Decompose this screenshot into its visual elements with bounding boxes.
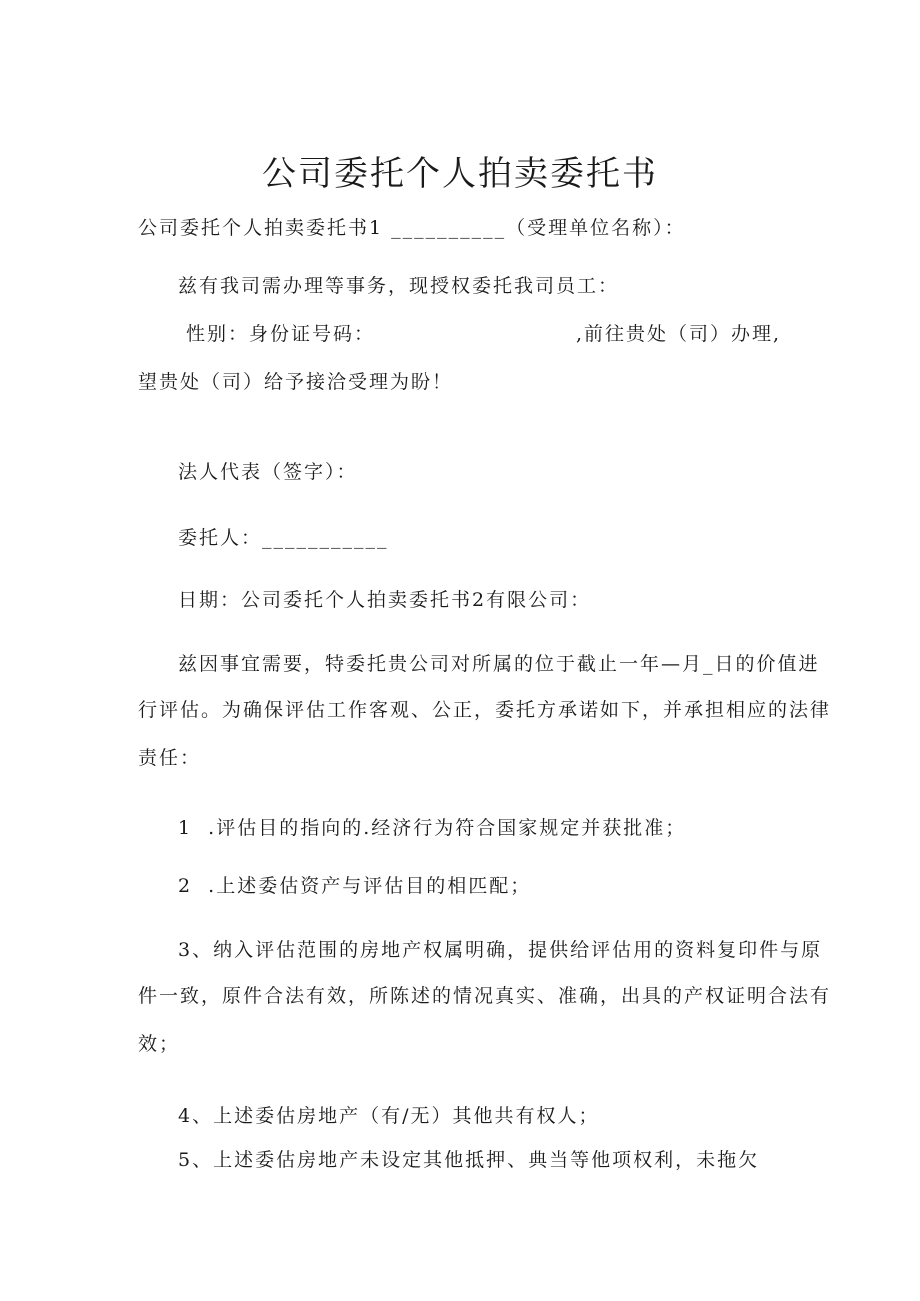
clause-3-line-1: 3、纳入评估范围的房地产权属明确，提供给评估用的资料复印件与原	[178, 939, 823, 961]
entrusted-person-line: 委托人：___________	[178, 527, 389, 549]
clause-3-line-3: 效；	[138, 1033, 181, 1055]
clause-4: 4、上述委估房地产（有/无）其他共有权人；	[178, 1105, 600, 1127]
clause-3-line-2: 件一致，原件合法有效，所陈述的情况真实、准确，出具的产权证明合法有	[138, 985, 832, 1007]
clause-5: 5、上述委估房地产未设定其他抵押、典当等他项权利，未拖欠	[178, 1149, 760, 1171]
evaluation-paragraph-line-1: 兹因事宜需要，特委托贵公司对所属的位于截止一年—月_日的价值进	[178, 653, 820, 675]
evaluation-paragraph-line-2: 行评估。为确保评估工作客观、公正，委托方承诺如下，并承担相应的法律	[138, 699, 832, 721]
authorization-line: 兹有我司需办理等事务，现授权委托我司员工：	[178, 275, 620, 297]
document-title: 公司委托个人拍卖委托书	[262, 154, 658, 194]
clause-1: 1 .评估目的指向的.经济行为符合国家规定并获批准；	[178, 817, 687, 839]
evaluation-paragraph-line-3: 责任：	[138, 747, 202, 769]
identity-line: 性别：身份证号码： ,前往贵处（司）办理,	[186, 323, 782, 345]
legal-representative-line: 法人代表（签字）：	[178, 461, 358, 483]
date-line: 日期：公司委托个人拍卖委托书2有限公司：	[178, 589, 592, 611]
request-line: 望贵处（司）给予接洽受理为盼！	[138, 371, 454, 393]
clause-2: 2 .上述委估资产与评估目的相匹配；	[178, 875, 532, 897]
addressee-line: 公司委托个人拍卖委托书1 __________（受理单位名称）：	[138, 217, 686, 239]
